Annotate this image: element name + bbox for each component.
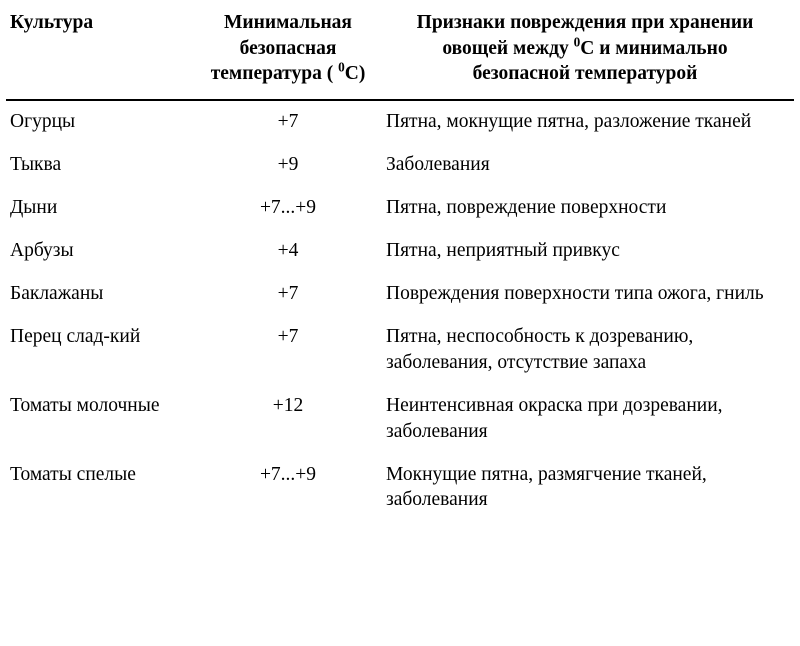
cell-damage-signs: Мокнущие пятна, размягчение тканей, заболевания bbox=[386, 463, 707, 511]
cell-damage-signs: Неинтенсивная окраска при дозревании, заболевания bbox=[386, 394, 723, 442]
column-header-temp-line-3 bbox=[208, 61, 368, 87]
table-body bbox=[6, 100, 794, 522]
cell-crop: Баклажаны bbox=[10, 282, 104, 304]
cell-damage-signs: Пятна, неспособность к дозреванию, заболевания, отсутствие запаха bbox=[386, 325, 694, 373]
cell-temperature: +12 bbox=[272, 394, 304, 416]
cell-temperature: +9 bbox=[277, 154, 299, 176]
table-row bbox=[6, 385, 794, 454]
table-header-row bbox=[6, 0, 794, 100]
table-row bbox=[6, 230, 794, 273]
cell-temperature: +7 bbox=[277, 111, 299, 133]
vegetable-storage-table bbox=[6, 0, 794, 522]
cell-crop: Арбузы bbox=[10, 239, 74, 261]
cell-crop: Тыква bbox=[10, 154, 62, 176]
cell-damage-signs: Пятна, неприятный привкус bbox=[386, 239, 620, 261]
table-row bbox=[6, 144, 794, 187]
table-row bbox=[6, 273, 794, 316]
cell-temperature: +7 bbox=[277, 325, 299, 347]
table-row bbox=[6, 100, 794, 144]
cell-temperature: +7 bbox=[277, 282, 299, 304]
cell-temperature: +7...+9 bbox=[259, 197, 317, 219]
column-header-signs-line-1: Признаки повреждения при хранении bbox=[416, 12, 754, 33]
temp-line3-post: С) bbox=[344, 63, 366, 85]
table-row bbox=[6, 187, 794, 230]
signs-line2-pre: овощей между bbox=[442, 37, 574, 59]
cell-temperature: +4 bbox=[277, 239, 299, 261]
column-header-temp-line-1: Минимальная bbox=[224, 12, 352, 33]
signs-line2-mid: С и минимально bbox=[580, 37, 728, 59]
cell-crop: Томаты молочные bbox=[10, 394, 160, 416]
cell-crop: Огурцы bbox=[10, 111, 76, 133]
column-header-damage-signs bbox=[374, 0, 794, 100]
cell-crop: Дыни bbox=[10, 197, 58, 219]
signs-degree-superscript: 0 bbox=[573, 34, 581, 50]
cell-damage-signs: Пятна, мокнущие пятна, разложение тканей bbox=[386, 111, 752, 133]
cell-damage-signs: Пятна, повреждение поверхности bbox=[386, 197, 667, 219]
cell-crop: Томаты спелые bbox=[10, 463, 136, 485]
table-row bbox=[6, 454, 794, 523]
cell-crop: Перец слад-кий bbox=[10, 325, 141, 347]
cell-damage-signs: Повреждения поверхности типа ожога, гниль bbox=[386, 282, 764, 304]
table-header bbox=[6, 0, 794, 100]
column-header-min-safe-temperature bbox=[202, 0, 374, 100]
temp-degree-superscript: 0 bbox=[338, 59, 345, 75]
temp-line3-pre: температура ( bbox=[210, 63, 339, 85]
table-row bbox=[6, 316, 794, 385]
column-header-temp-line-2: безопасная bbox=[239, 37, 337, 59]
column-header-signs-line-3: безопасной температурой bbox=[472, 63, 698, 85]
column-header-crop: Культура bbox=[10, 12, 94, 33]
cell-temperature: +7...+9 bbox=[259, 463, 317, 485]
column-header-signs-line-2 bbox=[386, 36, 784, 62]
cell-damage-signs: Заболевания bbox=[386, 154, 490, 176]
